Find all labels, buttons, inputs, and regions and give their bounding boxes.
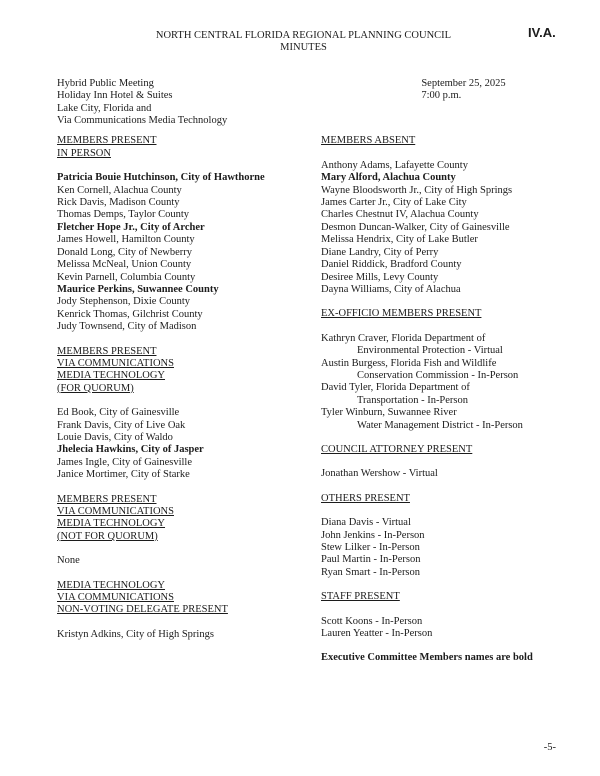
section-entries	[57, 629, 321, 641]
document-subtitle: MINUTES	[280, 42, 327, 54]
meeting-location-line: Lake City, Florida and	[57, 102, 152, 114]
roster-entry: Janice Mortimer, City of Starke	[57, 469, 190, 481]
section-heading	[57, 135, 321, 160]
section-entries	[57, 407, 321, 481]
roster-entry: Judy Townsend, City of Madison	[57, 321, 197, 333]
roster-section	[57, 494, 321, 568]
section-heading-line: MEDIA TECHNOLOGY	[57, 579, 166, 591]
section-entries	[321, 333, 550, 432]
right-column	[321, 135, 550, 664]
section-heading-line: NON-VOTING DELEGATE PRESENT	[57, 604, 228, 616]
section-heading-line: VIA COMMUNICATIONS	[57, 592, 174, 604]
roster-entry: Anthony Adams, Lafayette County	[321, 159, 468, 171]
section-heading-line: VIA COMMUNICATIONS	[57, 357, 174, 369]
meeting-info	[57, 78, 550, 128]
meeting-time: 7:00 p.m.	[421, 90, 462, 102]
document-title: NORTH CENTRAL FLORIDA REGIONAL PLANNING COUNCIL	[155, 30, 452, 41]
roster-section	[57, 135, 321, 333]
section-heading	[57, 346, 321, 396]
roster-entry: Conservation Commission - In-Person	[357, 369, 519, 381]
roster-entry: Tyler Winburn, Suwannee River	[321, 407, 457, 419]
section-heading-line: COUNCIL ATTORNEY PRESENT	[321, 443, 473, 455]
section-heading	[57, 494, 321, 544]
roster-section	[57, 580, 321, 642]
roster-section	[321, 308, 550, 432]
roster-columns	[57, 135, 550, 664]
section-heading-line: MEMBERS ABSENT	[321, 135, 416, 147]
roster-entry: Ken Cornell, Alachua County	[57, 184, 182, 196]
left-column	[57, 135, 321, 664]
roster-entry: Scott Koons - In-Person	[321, 615, 423, 627]
section-heading-line: MEMBERS PRESENT	[57, 493, 157, 505]
roster-entry: Kevin Parnell, Columbia County	[57, 271, 196, 283]
meeting-location-line: Via Communications Media Technology	[57, 115, 228, 127]
roster-entry: Melissa Hendrix, City of Lake Butler	[321, 234, 478, 246]
roster-entry: Fletcher Hope Jr., City of Archer	[57, 221, 205, 233]
roster-entry: Rick Davis, Madison County	[57, 197, 180, 209]
roster-entry: Ed Book, City of Gainesville	[57, 407, 180, 419]
section-heading	[57, 580, 321, 617]
section-entries	[57, 172, 321, 333]
roster-entry: Frank Davis, City of Live Oak	[57, 419, 186, 431]
roster-entry: Jhelecia Hawkins, City of Jasper	[57, 444, 204, 456]
roster-entry: John Jenkins - In-Person	[321, 529, 425, 541]
roster-entry: Melissa McNeal, Union County	[57, 259, 192, 271]
section-heading	[321, 308, 550, 320]
roster-entry: Thomas Demps, Taylor County	[57, 209, 190, 221]
roster-entry: Kenrick Thomas, Gilchrist County	[57, 308, 203, 320]
roster-entry: Environmental Protection - Virtual	[357, 345, 503, 357]
roster-entry: David Tyler, Florida Department of	[321, 382, 470, 394]
section-heading	[321, 493, 550, 505]
roster-entry: Kristyn Adkins, City of High Springs	[57, 628, 214, 640]
section-heading	[321, 591, 550, 603]
roster-entry: Desmon Duncan-Walker, City of Gainesville	[321, 221, 510, 233]
roster-entry: Maurice Perkins, Suwannee County	[57, 283, 219, 295]
roster-entry: Ryan Smart - In-Person	[321, 566, 421, 578]
roster-entry: Stew Lilker - In-Person	[321, 542, 420, 553]
section-heading-line: EX-OFFICIO MEMBERS PRESENT	[321, 308, 482, 320]
roster-section	[321, 493, 550, 579]
agenda-item-label: IV.A.	[528, 25, 556, 40]
executive-committee-note: Executive Committee Members names are bold	[321, 652, 533, 664]
section-heading-line: MEDIA TECHNOLOGY	[57, 370, 166, 382]
section-heading-line: STAFF PRESENT	[321, 591, 400, 603]
roster-entry: Austin Burgess, Florida Fish and Wildlife	[321, 357, 497, 369]
section-heading-line: MEMBERS PRESENT	[57, 135, 157, 147]
roster-section	[321, 444, 550, 481]
section-heading-line: (NOT FOR QUORUM)	[57, 530, 158, 542]
meeting-location-line: Hybrid Public Meeting	[57, 77, 154, 89]
section-heading	[321, 444, 550, 456]
roster-entry: Mary Alford, Alachua County	[321, 172, 456, 184]
section-entries	[321, 160, 550, 296]
roster-entry: Louie Davis, City of Waldo	[57, 431, 173, 443]
roster-section	[321, 135, 550, 296]
roster-entry: Kathryn Craver, Florida Department of	[321, 332, 486, 344]
roster-entry: Paul Martin - In-Person	[321, 554, 421, 566]
roster-entry: Charles Chestnut IV, Alachua County	[321, 209, 479, 221]
roster-entry: Daniel Riddick, Bradford County	[321, 259, 462, 271]
roster-entry: None	[57, 555, 80, 567]
roster-entry: James Howell, Hamilton County	[57, 234, 195, 246]
section-heading-line: OTHERS PRESENT	[321, 492, 410, 504]
section-heading-line: (FOR QUORUM)	[57, 382, 134, 394]
right-column-sections	[321, 135, 550, 640]
meeting-datetime	[421, 78, 550, 128]
roster-entry: Diane Landry, City of Perry	[321, 246, 439, 258]
roster-entry: James Ingle, City of Gainesville	[57, 456, 193, 468]
section-heading	[321, 135, 550, 147]
roster-entry: Lauren Yeatter - In-Person	[321, 628, 433, 640]
section-entries	[57, 555, 321, 567]
roster-entry: Transportation - In-Person	[357, 394, 469, 406]
roster-entry: Donald Long, City of Newberry	[57, 246, 193, 258]
roster-entry: Wayne Bloodsworth Jr., City of High Springs	[321, 184, 513, 196]
roster-entry: Patricia Bouie Hutchinson, City of Hawthorne	[57, 172, 265, 184]
roster-entry: Jonathan Wershow - Virtual	[321, 468, 438, 480]
section-heading-line: MEDIA TECHNOLOGY	[57, 518, 166, 530]
meeting-location-line: Holiday Inn Hotel & Suites	[57, 90, 173, 102]
roster-entry: James Carter Jr., City of Lake City	[321, 197, 467, 209]
roster-entry: Desiree Mills, Levy County	[321, 271, 439, 283]
page-number: -5-	[543, 741, 556, 753]
roster-entry: Diana Davis - Virtual	[321, 517, 411, 529]
roster-entry: Dayna Williams, City of Alachua	[321, 283, 461, 295]
section-heading-line: IN PERSON	[57, 147, 111, 159]
meeting-location	[57, 78, 421, 128]
roster-section	[321, 591, 550, 640]
document-header	[57, 30, 550, 55]
section-entries	[321, 468, 550, 480]
meeting-date: September 25, 2025	[421, 77, 506, 89]
section-heading-line: VIA COMMUNICATIONS	[57, 506, 174, 517]
section-entries	[321, 616, 550, 641]
roster-section	[57, 346, 321, 482]
section-entries	[321, 517, 550, 579]
roster-entry: Water Management District - In-Person	[357, 419, 523, 431]
roster-entry: Jody Stephenson, Dixie County	[57, 296, 190, 308]
section-heading-line: MEMBERS PRESENT	[57, 345, 157, 357]
